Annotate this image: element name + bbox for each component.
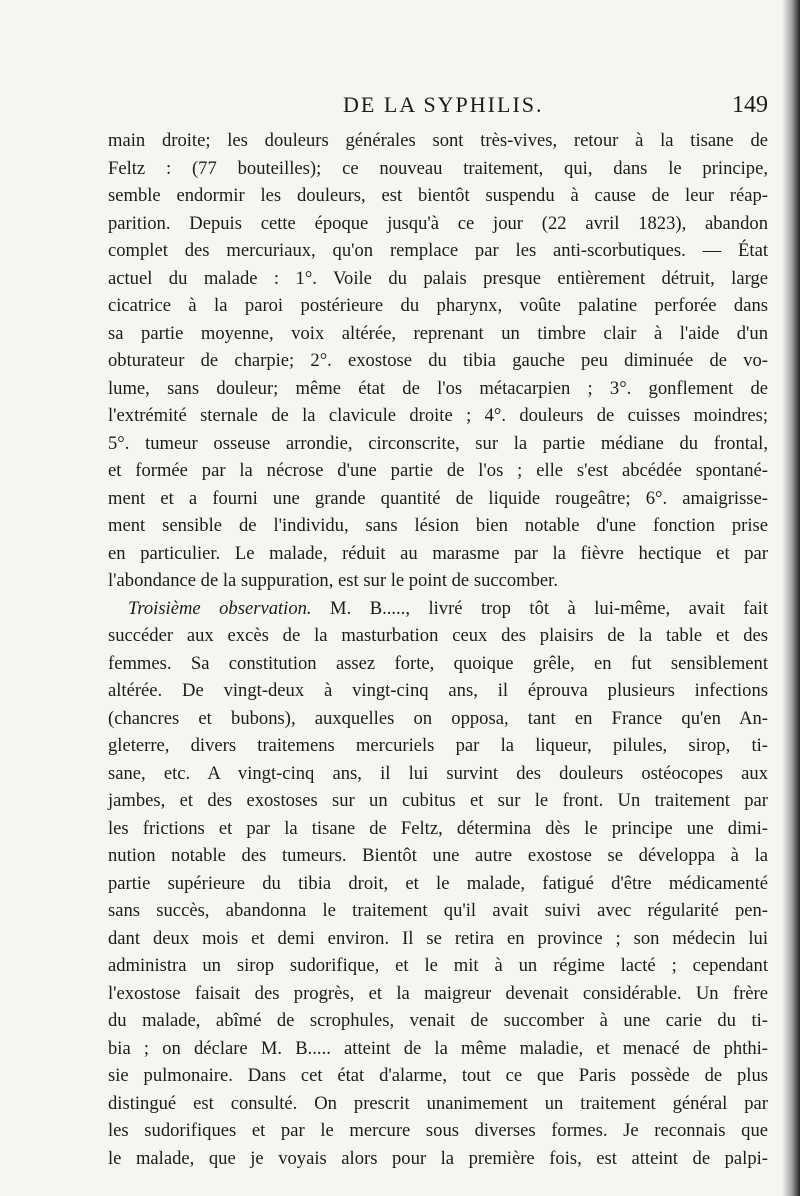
page-header [108, 92, 768, 124]
text-line: semble endormir les douleurs, est bientôt suspendu à cause de leur réap- [108, 185, 768, 206]
text-fragment: M. B....., livré trop tôt à lui-même, avait fait [311, 597, 769, 619]
body-text [108, 127, 768, 1172]
section-heading-italic: Troisième observation. [128, 597, 312, 619]
text-line: distingué est consulté. On prescrit unanimement un traitement général par [108, 1092, 768, 1114]
text-line: ment sensible de l'individu, sans lésion bien notable d'une fonction prise [108, 515, 768, 536]
text-line: en particulier. Le malade, réduit au marasme par la fièvre hectique et par [108, 542, 768, 564]
text-line: le malade, que je voyais alors pour la première fois, est atteint de palpi- [108, 1147, 768, 1169]
text-line: sans succès, abandonna le traitement qu'il avait suivi avec régularité pen- [108, 900, 768, 921]
text-line: gleterre, divers traitemens mercuriels par la liqueur, pilules, sirop, ti- [108, 735, 768, 756]
text-line: l'extrémité sternale de la clavicule droite ; 4°. douleurs de cuisses moindres; [108, 405, 768, 426]
text-line: l'abondance de la suppuration, est sur le point de succomber. [108, 570, 558, 591]
text-line: cicatrice à la paroi postérieure du pharynx, voûte palatine perforée dans [108, 295, 768, 316]
text-line: altérée. De vingt-deux à vingt-cinq ans, il éprouva plusieurs infections [108, 680, 768, 701]
text-line: parition. Depuis cette époque jusqu'à ce jour (22 avril 1823), abandon [108, 212, 768, 234]
text-line: du malade, abîmé de scrophules, venait de succomber à une carie du ti- [108, 1010, 768, 1031]
text-line: partie supérieure du tibia droit, et le malade, fatigué d'être médicamenté [108, 872, 768, 894]
text-line: sane, etc. A vingt-cinq ans, il lui survint des douleurs ostéocopes aux [108, 762, 768, 784]
text-line: femmes. Sa constitution assez forte, quoique grêle, en fut sensiblement [108, 652, 768, 674]
text-line: nution notable des tumeurs. Bientôt une autre exostose se développa à la [108, 845, 768, 866]
text-line: et formée par la nécrose d'une partie de l'os ; elle s'est abcédée spontané- [108, 460, 768, 481]
text-line: sie pulmonaire. Dans cet état d'alarme, tout ce que Paris possède de plus [108, 1065, 768, 1086]
text-line: complet des mercuriaux, qu'on remplace par les anti-scorbutiques. — État [108, 240, 768, 261]
text-line: (chancres et bubons), auxquelles on opposa, tant en France qu'en An- [108, 707, 768, 729]
text-line: les frictions et par la tisane de Feltz, détermina dès le principe une dimi- [108, 817, 768, 839]
running-title: DE LA SYPHILIS. [343, 92, 544, 117]
text-line: les sudorifiques et par le mercure sous diverses formes. Je reconnais que [108, 1120, 768, 1141]
text-line: obturateur de charpie; 2°. exostose du tibia gauche peu diminuée de vo- [108, 350, 768, 371]
text-line: bia ; on déclare M. B..... atteint de la même maladie, et menacé de phthi- [108, 1037, 768, 1059]
text-line: l'exostose faisait des progrès, et la maigreur devenait considérable. Un frère [108, 982, 768, 1004]
text-line: succéder aux excès de la masturbation ceux des plaisirs de la table et des [108, 625, 768, 646]
text-line: jambes, et des exostoses sur un cubitus et sur le front. Un traitement par [108, 790, 768, 811]
text-line: main droite; les douleurs générales sont très-vives, retour à la tisane de [108, 130, 768, 151]
text-line: dant deux mois et demi environ. Il se retira en province ; son médecin lui [108, 927, 768, 949]
text-line: lume, sans douleur; même état de l'os métacarpien ; 3°. gonflement de [108, 377, 768, 399]
text-line: administra un sirop sudorifique, et le mit à un régime lacté ; cependant [108, 955, 768, 976]
text-line: actuel du malade : 1°. Voile du palais presque entièrement détruit, large [108, 267, 768, 289]
page-number: 149 [732, 92, 768, 118]
text-line: sa partie moyenne, voix altérée, reprenant un timbre clair à l'aide d'un [108, 322, 768, 344]
paragraph-start [108, 595, 768, 623]
text-line: 5°. tumeur osseuse arrondie, circonscrite, sur la partie médiane du frontal, [108, 432, 768, 454]
text-line: Feltz : (77 bouteilles); ce nouveau traitement, qui, dans le principe, [108, 157, 768, 179]
text-line: ment et a fourni une grande quantité de liquide rougeâtre; 6°. amaigrisse- [108, 487, 768, 509]
